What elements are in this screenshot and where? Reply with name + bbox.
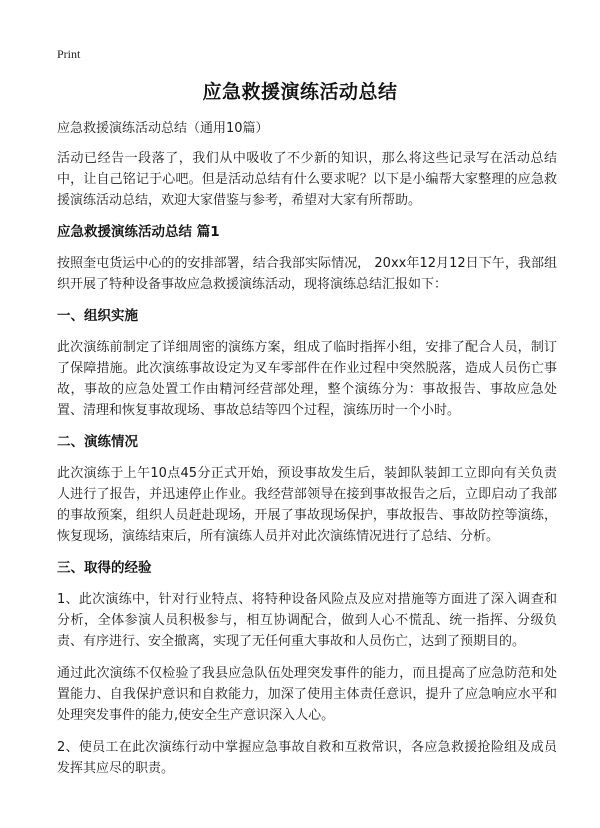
print-link[interactable]: Print bbox=[57, 47, 81, 61]
document-body bbox=[57, 118, 557, 779]
page-title: 应急救援演练活动总结 bbox=[202, 81, 398, 103]
section-paragraph: 2、使员工在此次演练行动中掌握应急事故自救和互救常识，各应急救援抢险组及成员发挥其应尽的职责。 bbox=[57, 740, 557, 776]
section-paragraph: 1、此次演练中，针对行业特点、将特种设备风险点及应对措施等方面进了深入调查和分析，全体参演人员积极参与，相互协调配合，做到人心不慌乱、统一指挥、分级负责、有序进行、安全撤离，实现了无任何重大事故和人员伤亡，达到了预期目的。 bbox=[57, 592, 557, 649]
section-paragraph: 通过此次演练不仅检验了我县应急队伍处理突发事件的能力，而且提高了应急防范和处置能力、自我保护意识和自救能力，加深了使用主体责任意识，提升了应急响应水平和处理突发事件的能力,使安全生产意识深入人心。 bbox=[57, 666, 557, 723]
section-heading-experience: 三、取得的经验 bbox=[57, 560, 152, 576]
article-intro-paragraph: 按照奎屯货运中心的的安排部署，结合我部实际情况， 20xx年12月12日下午，我部组织开展了特种设备事故应急救援演练活动，现将演练总结汇报如下： bbox=[57, 256, 557, 292]
intro-paragraph: 活动已经告一段落了，我们从中吸收了不少新的知识，那么将这些记录写在活动总结中，让自己铭记于心吧。但是活动总结有什么要求呢？以下是小编帮大家整理的应急救援演练活动总结，欢迎大家借鉴与参考，希望对大家有所帮助。 bbox=[57, 151, 557, 208]
article-heading: 应急救援演练活动总结 篇1 bbox=[57, 224, 220, 240]
section-heading-organization: 一、组织实施 bbox=[57, 308, 138, 324]
section-paragraph: 此次演练于上午10点45分正式开始，预设事故发生后，装卸队装卸工立即向有关负责人进行了报告，并迅速停止作业。我经营部领导在接到事故报告之后，立即启动了我部的事故预案，组织人员赶赴现场，开展了事故现场保护，事故报告、事故防控等演练，恢复现场，演练结束后，所有演练人员并对此次演练情况进行了总结、分析。 bbox=[57, 466, 557, 544]
document-subtitle: 应急救援演练活动总结（通用10篇） bbox=[57, 121, 269, 136]
section-heading-drill-status: 二、演练情况 bbox=[57, 434, 138, 450]
section-paragraph: 此次演练前制定了详细周密的演练方案，组成了临时指挥小组，安排了配合人员，制订了保障措施。此次演练事故设定为叉车零部件在作业过程中突然脱落，造成人员伤亡事故，事故的应急处置工作由精河经营部处理，整个演练分为：事故报告、事故应急处置、清理和恢复事故现场、事故总结等四个过程，演练历时一个小时。 bbox=[57, 340, 557, 418]
